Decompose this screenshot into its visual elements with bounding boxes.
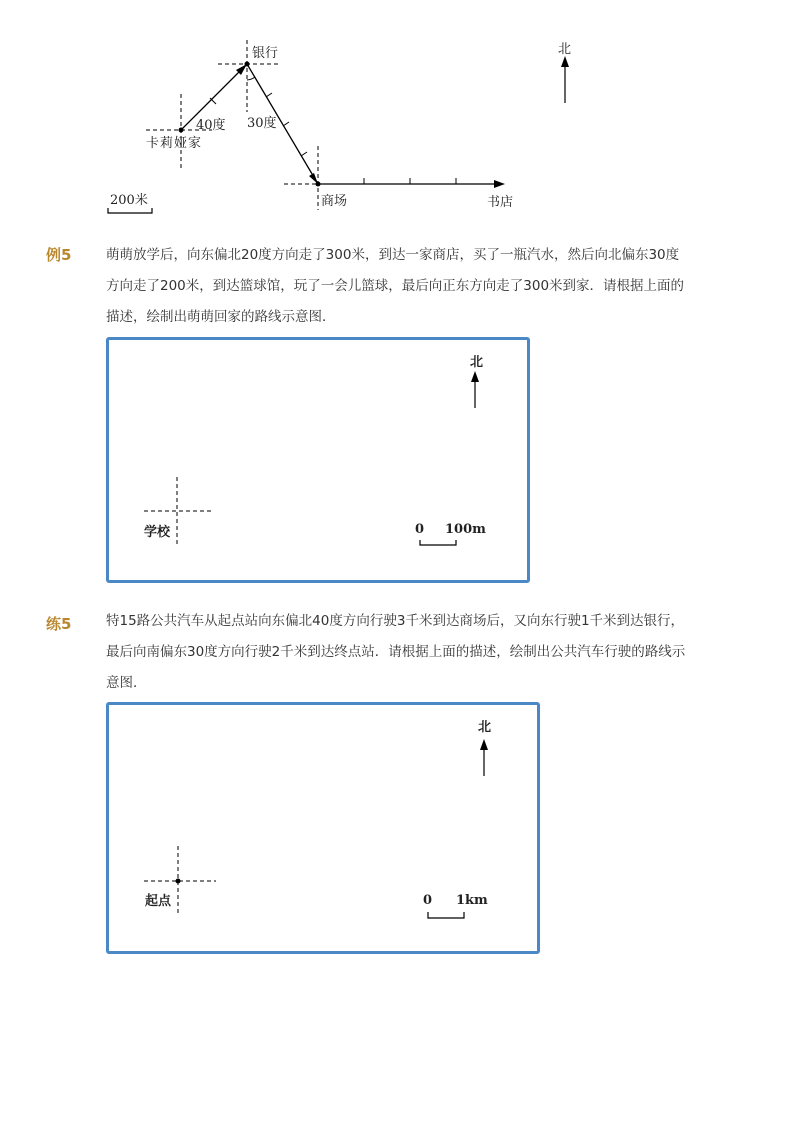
example-line-3: 描述，绘制出萌萌回家的路线示意图． (106, 309, 336, 325)
example-school-label: 学校 (144, 525, 171, 540)
practice-line-2: 最后向南偏东30度方向行驶2千米到达终点站．请根据上面的描述，绘制出公共汽车行驶的路线示 (106, 644, 686, 660)
practice-drawing-marks (106, 702, 540, 954)
example-drawing-area[interactable] (106, 337, 530, 583)
practice-line-3: 意图． (106, 675, 147, 691)
practice-scale-value: 1km (456, 893, 488, 908)
angle-label-30: 30度 (247, 116, 277, 131)
example-text (106, 240, 726, 333)
example-scale-value: 100m (445, 522, 486, 537)
example-scale-zero: 0 (415, 522, 425, 537)
mall-label: 商场 (321, 194, 348, 209)
bank-label: 银行 (252, 46, 279, 61)
north-label: 北 (558, 42, 572, 57)
practice-line-1: 特15路公共汽车从起点站向东偏北40度方向行驶3千米到达商场后，又向东行驶1千米到达银行， (106, 613, 685, 629)
practice-start-label: 起点 (145, 894, 172, 909)
home-label: 卡莉娅家 (146, 136, 203, 151)
example-line-1: 萌萌放学后，向东偏北20度方向走了300米，到达一家商店，买了一瓶汽水，然后向北偏东30度 (106, 247, 680, 263)
practice-north-label: 北 (478, 720, 492, 735)
example-drawing-marks (106, 337, 530, 583)
example-north-label: 北 (470, 355, 484, 370)
example-line-2: 方向走了200米，到达篮球馆，玩了一会儿篮球，最后向正东方向走了300米到家．请根据上面的 (106, 278, 685, 294)
practice-drawing-area[interactable] (106, 702, 540, 954)
bookstore-label: 书店 (487, 195, 514, 210)
practice-text (106, 606, 726, 699)
example-tag: 例5 (46, 246, 72, 264)
practice-scale-zero: 0 (423, 893, 433, 908)
scale-label: 200米 (110, 193, 148, 208)
practice-tag: 练5 (46, 615, 72, 633)
angle-label-40: 40度 (196, 118, 226, 133)
